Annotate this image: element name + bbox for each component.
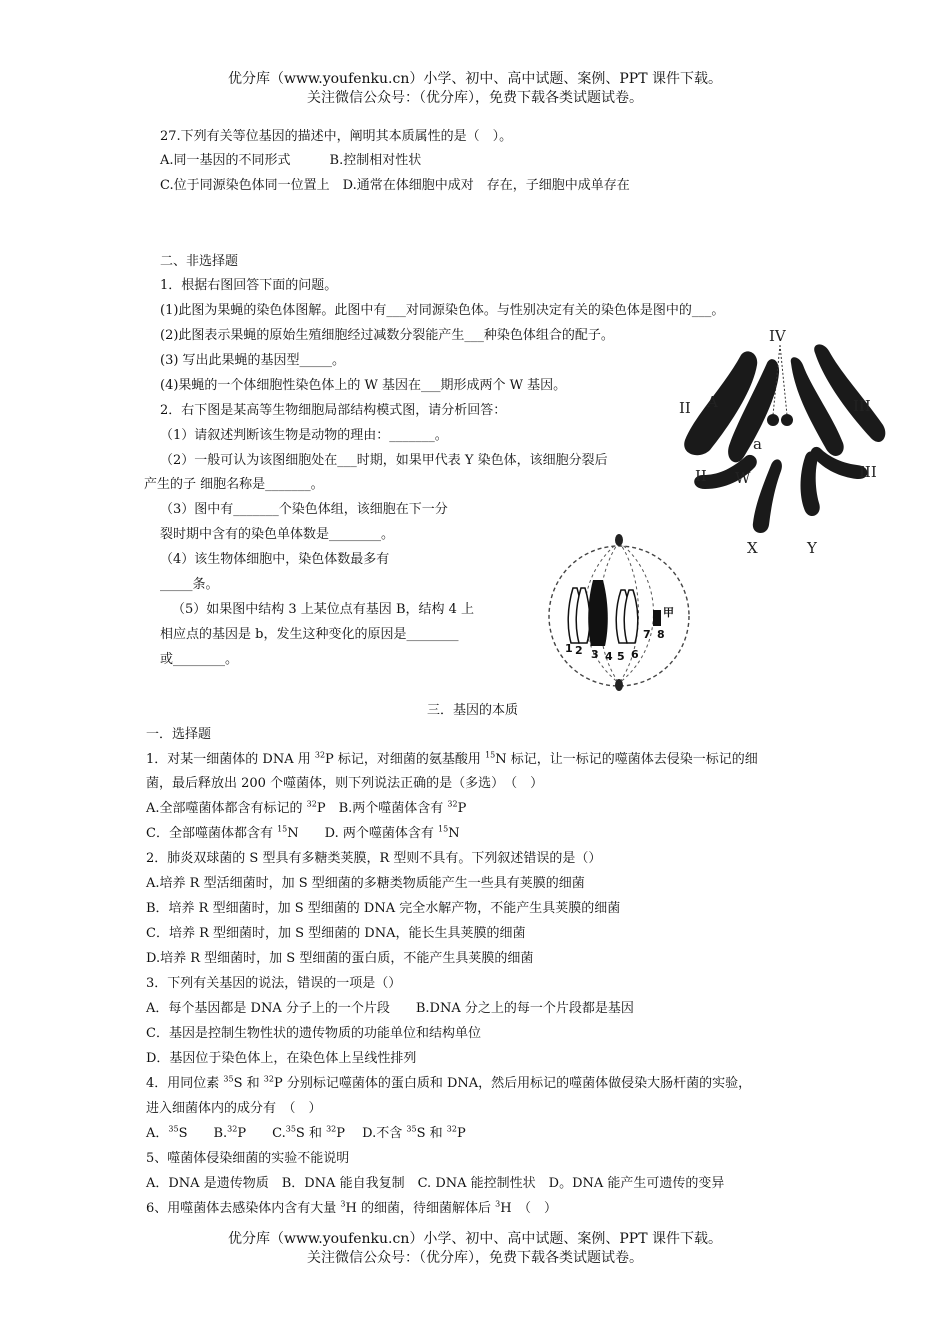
chromosome-Y: [801, 451, 820, 516]
part2-q2-2b: 产生的子 细胞名称是_______。: [144, 477, 324, 492]
part2-q2-4b: _____条。: [160, 577, 219, 592]
part2-q1-2: (2)此图表示果蝇的原始生殖细胞经过减数分裂能产生___种染色体组合的配子。: [160, 328, 614, 343]
chromosome-IV-dot-right: [781, 414, 793, 426]
part2-q1-4: (4)果蝇的一个体细胞性染色体上的 W 基因在___期形成两个 W 基因。: [160, 378, 567, 393]
q27-stem: 27.下列有关等位基因的描述中，阐明其本质属性的是（ ）。: [160, 129, 513, 144]
part2-q2-3b: 裂时期中含有的染色单体数是________。: [160, 527, 395, 542]
header-line-1: 优分库（www.youfenku.cn）小学、初中、高中试题、案例、PPT 课件下载。: [227, 71, 722, 87]
label-8: 8: [657, 628, 665, 641]
part3-q4-options: A．$^{35}$S B.$^{32}$P C.$^{35}$S 和 $^{32}$P D.不含 $^{35}$S 和 $^{32}$P: [146, 1124, 466, 1141]
chromosome-3-4: [588, 580, 608, 646]
part2-q2-2a: （2）一般可认为该图细胞处在___时期，如果甲代表 Y 染色体，该细胞分裂后: [160, 453, 608, 468]
part3-q1-line1: 1．对某一细菌体的 DNA 用 $^{32}$P 标记，对细菌的氨基酸用 $^{15}$N 标记，让一标记的噬菌体去侵染一标记的细: [146, 750, 758, 767]
label-6: 6: [631, 648, 639, 661]
part3-q3-stem: 3．下列有关基因的说法，错误的一项是（）: [146, 976, 402, 991]
q27-options-ab: A.同一基因的不同形式 B.控制相对性状: [160, 153, 422, 168]
label-3: 3: [591, 648, 599, 661]
footer-line-2: 关注微信公众号：（优分库），免费下载各类试题试卷。: [307, 1250, 643, 1266]
part2-q2-5b: 相应点的基因是 b，发生这种变化的原因是________: [160, 627, 459, 642]
label-IV: IV: [769, 327, 786, 345]
label-II-top: II: [679, 399, 691, 417]
part2-q1-3: (3) 写出此果蝇的基因型_____。: [160, 353, 346, 368]
label-X: X: [747, 539, 758, 557]
part2-q2-5c: 或________。: [160, 652, 239, 667]
part3-q2-option-c: C．培养 R 型细菌时，加 S 型细菌的 DNA，能长生具荚膜的细菌: [146, 926, 526, 941]
part3-q3-option-d: D．基因位于染色体上，在染色体上呈线性排列: [146, 1051, 417, 1066]
label-W: W: [735, 469, 751, 487]
part3-q4-line1: 4．用同位素 $^{35}$S 和 $^{32}$P 分别标记噬菌体的蛋白质和 DNA，然后用标记的噬菌体做侵染大肠杆菌的实验，: [146, 1074, 752, 1091]
part3-q5-stem: 5、噬菌体侵染细菌的实验不能说明: [146, 1151, 350, 1166]
part3-q6-stem: 6、用噬菌体去感染体内含有大量 $^3$H 的细菌，待细菌解体后 $^3$H （ ）: [146, 1199, 558, 1216]
part3-q2-option-a: A.培养 R 型活细菌时，加 S 型细菌的多糖类物质能产生一些具有荚膜的细菌: [146, 876, 585, 891]
label-III-top: III: [853, 397, 871, 415]
part3-q3-option-c: C．基因是控制生物性状的遗传物质的功能单位和结构单位: [146, 1026, 481, 1041]
label-2: 2: [575, 644, 583, 657]
part2-q2-1: （1）请叙述判断该生物是动物的理由：_______。: [160, 428, 448, 443]
part3-q1-options-ab: A.全部噬菌体都含有标记的 $^{32}$P B.两个噬菌体含有 $^{32}$P: [146, 799, 467, 816]
part3-q2-stem: 2．肺炎双球菌的 S 型具有多糖类荚膜，R 型则不具有。下列叙述错误的是（）: [146, 851, 602, 866]
part3-q5-options: A．DNA 是遗传物质 B．DNA 能自我复制 C. DNA 能控制性状 D。DNA 能产生可遗传的变异: [146, 1176, 725, 1191]
part3-q2-option-d: D.培养 R 型细菌时，加 S 型细菌的蛋白质，不能产生具荚膜的细菌: [146, 951, 534, 966]
footer-line-1: 优分库（www.youfenku.cn）小学、初中、高中试题、案例、PPT 课件下载。: [227, 1231, 722, 1247]
part3-q1-line2: 菌，最后释放出 200 个噬菌体，则下列说法正确的是（多选） （ ）: [146, 776, 544, 791]
part2-q2-3a: （3）图中有_______个染色体组，该细胞在下一分: [160, 502, 448, 517]
label-4: 4: [605, 650, 613, 663]
centrosome-top: [615, 534, 623, 546]
fruit-fly-chromosome-figure: [675, 325, 890, 560]
part3-title: 三．基因的本质: [427, 703, 519, 718]
label-5: 5: [617, 650, 625, 663]
label-II-bottom: II: [695, 467, 707, 485]
label-7: 7: [643, 628, 651, 641]
label-Y: Y: [807, 539, 817, 557]
part2-q2-4a: （4）该生物体细胞中，染色体数最多有: [160, 552, 390, 567]
chromosome-jia: [653, 610, 661, 626]
part2-q2-5a: （5）如果图中结构 3 上某位点有基因 B，结构 4 上: [172, 602, 475, 617]
header-line-2: 关注微信公众号：（优分库），免费下载各类试题试卷。: [307, 90, 643, 106]
centrosome-bottom: [615, 679, 623, 691]
chromosome-X: [753, 459, 782, 533]
part2-q1: 1．根据右图回答下面的问题。: [160, 278, 338, 293]
part3-q4-line2: 进入细菌体内的成分有 （ ）: [146, 1101, 322, 1116]
part3-q1-options-cd: C．全部噬菌体都含有 $^{15}$N D. 两个噬菌体含有 $^{15}$N: [146, 824, 460, 841]
part2-q1-1: (1)此图为果蝇的染色体图解。此图中有___对同源染色体。与性别决定有关的染色体是图中的___。: [160, 303, 725, 318]
part2-q2: 2．右下图是某高等生物细胞局部结构模式图，请分析回答：: [160, 403, 507, 418]
part3-q3-options-ab: A．每个基因都是 DNA 分子上的一个片段 B.DNA 分之上的每一个片段都是基因: [146, 1001, 634, 1016]
label-III-bottom: III: [859, 463, 877, 481]
label-A: A: [707, 393, 718, 411]
part3-q2-option-b: B．培养 R 型细菌时，加 S 型细菌的 DNA 完全水解产物，不能产生具荚膜的细菌: [146, 901, 621, 916]
label-jia: 甲: [663, 606, 674, 619]
label-1: 1: [565, 642, 573, 655]
q27-options-cd: C.位于同源染色体同一位置上 D.通常在体细胞中成对 存在，子细胞中成单存在: [160, 178, 630, 193]
label-a: a: [753, 435, 762, 453]
part3-subtitle: 一．选择题: [146, 727, 212, 742]
cell-division-figure: [543, 528, 695, 693]
part2-title: 二、非选择题: [160, 254, 239, 269]
chromosome-IV-dot-left: [767, 414, 779, 426]
